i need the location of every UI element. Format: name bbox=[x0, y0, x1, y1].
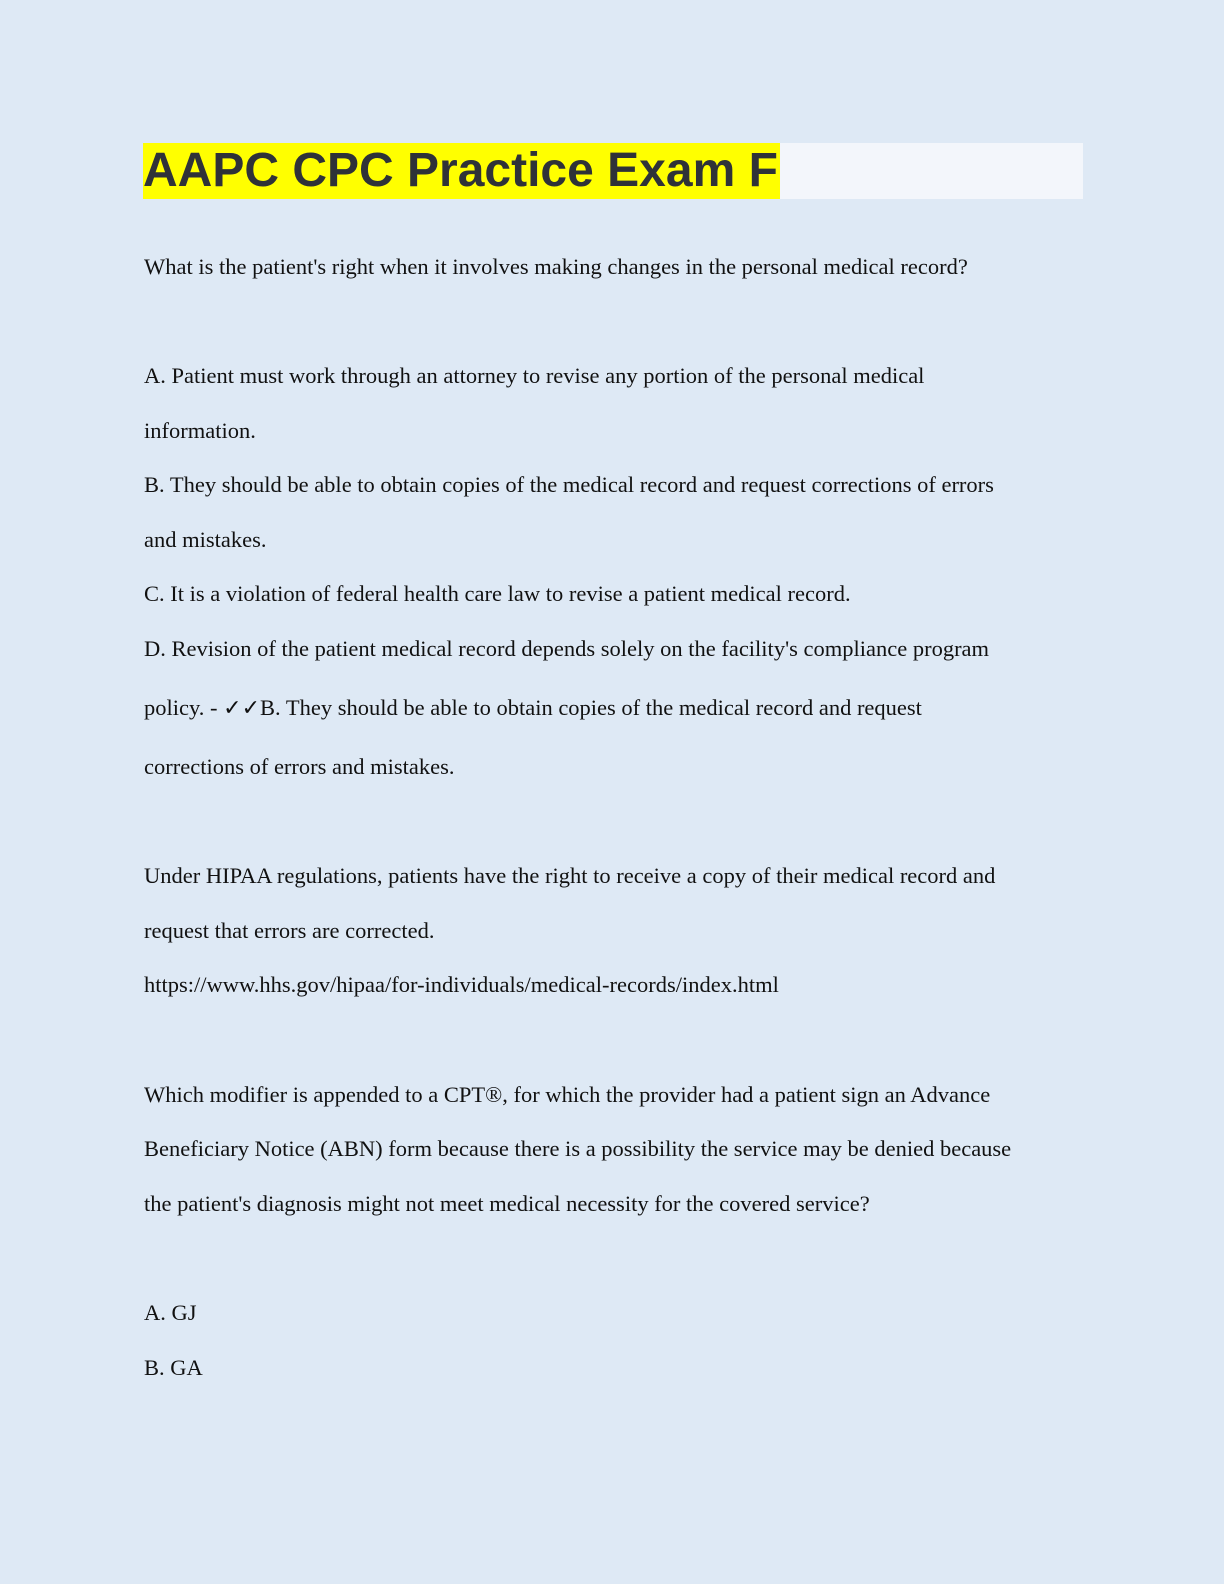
question-1-answer bbox=[144, 680, 1084, 736]
question-1-option-a: A. Patient must work through an attorney to revise any portion of the personal medical bbox=[144, 363, 925, 388]
question-2-text-cont-2: the patient's diagnosis might not meet medical necessity for the covered service? bbox=[144, 1191, 870, 1216]
answer-prefix: policy. - bbox=[144, 695, 224, 720]
question-1-text: What is the patient's right when it involves making changes in the personal medical record? bbox=[144, 254, 968, 279]
question-1-rationale-cont: request that errors are corrected. bbox=[144, 918, 435, 943]
question-1-option-c: C. It is a violation of federal health care law to revise a patient medical record. bbox=[144, 581, 851, 606]
question-2-text-cont-1: Beneficiary Notice (ABN) form because there is a possibility the service may be denied because bbox=[144, 1136, 1012, 1161]
question-1-option-b: B. They should be able to obtain copies of the medical record and request corrections of errors bbox=[144, 472, 994, 497]
question-1-option-a-cont: information. bbox=[144, 418, 256, 443]
question-1-option-b-cont: and mistakes. bbox=[144, 527, 267, 552]
question-2-option-a: A. GJ bbox=[144, 1300, 197, 1325]
question-1-answer-cont: corrections of errors and mistakes. bbox=[144, 754, 455, 779]
question-2-text: Which modifier is appended to a CPT®, for which the provider had a patient sign an Advance bbox=[144, 1082, 991, 1107]
question-2-option-b: B. GA bbox=[144, 1355, 203, 1380]
question-1-rationale: Under HIPAA regulations, patients have the right to receive a copy of their medical record and bbox=[144, 863, 996, 888]
title-bar bbox=[143, 143, 1083, 199]
check-mark-icon: ✓✓ bbox=[223, 696, 261, 721]
document-title: AAPC CPC Practice Exam F bbox=[143, 144, 778, 197]
question-1-option-d: D. Revision of the patient medical record depends solely on the facility's compliance program bbox=[144, 636, 990, 661]
answer-text: B. They should be able to obtain copies of the medical record and request bbox=[260, 695, 922, 720]
reference-link: https://www.hhs.gov/hipaa/for-individuals/medical-records/index.html bbox=[144, 972, 779, 997]
